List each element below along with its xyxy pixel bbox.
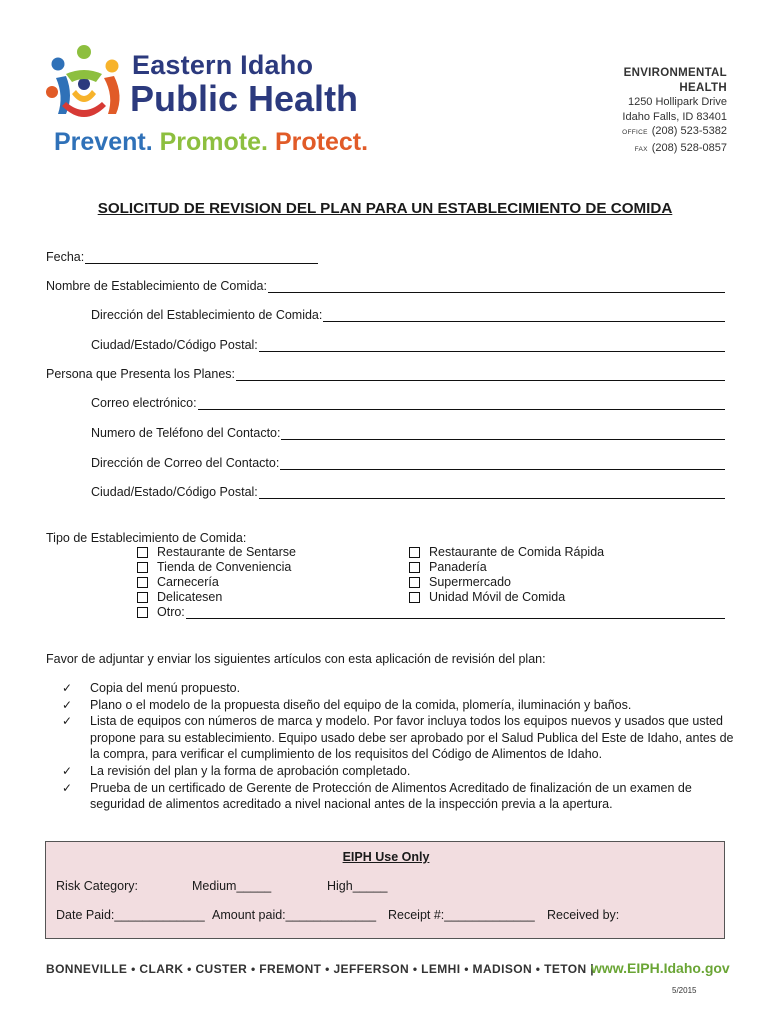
- checkbox-box[interactable]: [409, 577, 420, 588]
- checkbox-tienda-conveniencia[interactable]: [137, 560, 291, 574]
- checkbox-label: Supermercado: [429, 575, 511, 589]
- checkbox-box[interactable]: [137, 577, 148, 588]
- checkbox-comida-rapida[interactable]: [409, 545, 604, 559]
- counties-list: BONNEVILLE • CLARK • CUSTER • FREMONT • JEFFERSON • LEMHI • MADISON • TETON |: [46, 962, 595, 976]
- fax-number: (208) 528-0857: [651, 141, 727, 154]
- org-name-line2: Public Health: [130, 78, 359, 119]
- document-title: SOLICITUD DE REVISION DEL PLAN PARA UN ESTABLECIMIENTO DE COMIDA: [97, 200, 673, 217]
- field-label: Dirección de Correo del Contacto:: [91, 456, 280, 470]
- otro-input-line[interactable]: [186, 605, 725, 619]
- eiph-box-title: EIPH Use Only: [342, 850, 430, 864]
- checkbox-carneceria[interactable]: [137, 575, 219, 589]
- field-telefono: [91, 426, 725, 440]
- received-by-field[interactable]: Received by:: [547, 908, 620, 922]
- ciudad1-input-line[interactable]: [259, 338, 725, 352]
- checkbox-label: Unidad Móvil de Comida: [429, 590, 566, 604]
- checkbox-label: Restaurante de Comida Rápida: [429, 545, 605, 559]
- fax-label: FAX: [634, 145, 648, 153]
- list-item: ✓ Plano o el modelo de la propuesta diseño del equipo de la comida, plomería, iluminación y baños.: [62, 697, 632, 712]
- field-nombre: [46, 279, 725, 293]
- field-label: Persona que Presenta los Planes:: [46, 367, 236, 381]
- checkbox-box[interactable]: [409, 562, 420, 573]
- contact-block: [582, 66, 727, 158]
- checkbox-box[interactable]: [409, 592, 420, 603]
- risk-category-label: Risk Category:: [56, 879, 138, 893]
- office-label: OFFICE: [622, 129, 648, 137]
- checkmark-icon: ✓: [62, 697, 73, 712]
- checkbox-supermercado[interactable]: [409, 575, 511, 589]
- list-item: ✓ Copia del menú propuesto.: [62, 681, 241, 695]
- checkbox-box[interactable]: [137, 547, 148, 558]
- field-label: Correo electrónico:: [91, 396, 197, 410]
- checkbox-panaderia[interactable]: [409, 560, 487, 574]
- dir-correo-input-line[interactable]: [280, 456, 725, 470]
- form-date: 5/2015: [672, 986, 697, 995]
- checkmark-icon: ✓: [62, 681, 73, 695]
- eiph-logo-icon: [44, 44, 124, 130]
- checkbox-box[interactable]: [137, 607, 148, 618]
- checkbox-label: Panadería: [429, 560, 487, 574]
- website-link[interactable]: www.EIPH.Idaho.gov: [591, 960, 730, 976]
- checkmark-icon: ✓: [62, 780, 73, 795]
- office-phone: (208) 523-5382: [651, 125, 727, 138]
- address-line1: 1250 Hollipark Drive: [627, 96, 727, 109]
- field-label: Fecha:: [46, 250, 85, 264]
- list-item: ✓ Lista de equipos con números de marca y modelo. Por favor incluya todos los equipos nuevos y usados que usted propone para su establecimiento. Equipo usado debe ser aprobado por el Salud Publica del Este de Idaho, antes de la compra, para verificar el cumplimiento de los requisitos del Código de Alimentos de Idaho.: [62, 714, 734, 762]
- direccion-input-line[interactable]: [323, 308, 725, 322]
- risk-medium-field[interactable]: Medium_____: [192, 879, 272, 893]
- checkbox-label: Tienda de Conveniencia: [157, 560, 292, 574]
- field-label: Ciudad/Estado/Código Postal:: [91, 485, 258, 499]
- tipo-label: Tipo de Establecimiento de Comida:: [46, 531, 247, 545]
- tagline-promote: Promote.: [159, 128, 268, 156]
- telefono-input-line[interactable]: [281, 426, 725, 440]
- tagline-prevent: Prevent.: [54, 128, 153, 156]
- field-fecha: [46, 250, 318, 264]
- field-direccion-correo: [91, 456, 725, 470]
- checkbox-label: Restaurante de Sentarse: [157, 545, 296, 559]
- eiph-use-only-box: [45, 841, 725, 939]
- tagline: [54, 128, 368, 157]
- address-line2: Idaho Falls, ID 83401: [622, 110, 727, 123]
- tagline-protect: Protect.: [274, 128, 369, 156]
- field-label: Ciudad/Estado/Código Postal:: [91, 338, 258, 352]
- field-direccion: [91, 308, 725, 322]
- checkbox-label: Carnecería: [157, 575, 219, 589]
- risk-high-field[interactable]: High_____: [327, 879, 388, 893]
- department-title: ENVIRONMENTAL HEALTH: [623, 67, 727, 94]
- list-item: ✓ Prueba de un certificado de Gerente de Protección de Alimentos Acreditado de finalización de un examen de seguridad de alimentos acreditado a nivel nacional antes de la inspección previa a la apertura.: [62, 780, 692, 812]
- checkbox-label: Otro:: [157, 605, 185, 619]
- correo-input-line[interactable]: [198, 396, 725, 410]
- checkbox-restaurante-sentarse[interactable]: [137, 545, 296, 559]
- ciudad2-input-line[interactable]: [259, 485, 725, 499]
- field-label: Nombre de Establecimiento de Comida:: [46, 279, 267, 293]
- checkbox-otro[interactable]: [137, 605, 725, 619]
- persona-input-line[interactable]: [236, 367, 725, 381]
- checkbox-unidad-movil[interactable]: [409, 590, 565, 604]
- checkbox-box[interactable]: [409, 547, 420, 558]
- date-paid-field[interactable]: Date Paid:_____________: [56, 908, 205, 922]
- nombre-input-line[interactable]: [268, 279, 725, 293]
- checkmark-icon: ✓: [62, 714, 73, 729]
- fecha-input-line[interactable]: [85, 250, 318, 264]
- list-item: ✓ La revisión del plan y la forma de aprobación completado.: [62, 763, 411, 778]
- checkmark-icon: ✓: [62, 763, 73, 778]
- field-label: Dirección del Establecimiento de Comida:: [91, 308, 323, 322]
- field-label: Numero de Teléfono del Contacto:: [91, 426, 281, 440]
- amount-paid-field[interactable]: Amount paid:_____________: [212, 908, 377, 922]
- checkbox-label: Delicatesen: [157, 590, 223, 604]
- checkbox-box[interactable]: [137, 562, 148, 573]
- receipt-field[interactable]: Receipt #:_____________: [388, 908, 535, 922]
- checkbox-delicatesen[interactable]: [137, 590, 222, 604]
- field-persona: [46, 367, 725, 381]
- attachments-list: [62, 680, 742, 813]
- field-ciudad-contacto: [91, 485, 725, 499]
- attachments-intro: Favor de adjuntar y enviar los siguientes artículos con esta aplicación de revisión del plan:: [46, 652, 546, 666]
- field-correo: [91, 396, 725, 410]
- checkbox-box[interactable]: [137, 592, 148, 603]
- org-name-line1: Eastern Idaho: [132, 50, 314, 80]
- field-ciudad-establecimiento: [91, 338, 725, 352]
